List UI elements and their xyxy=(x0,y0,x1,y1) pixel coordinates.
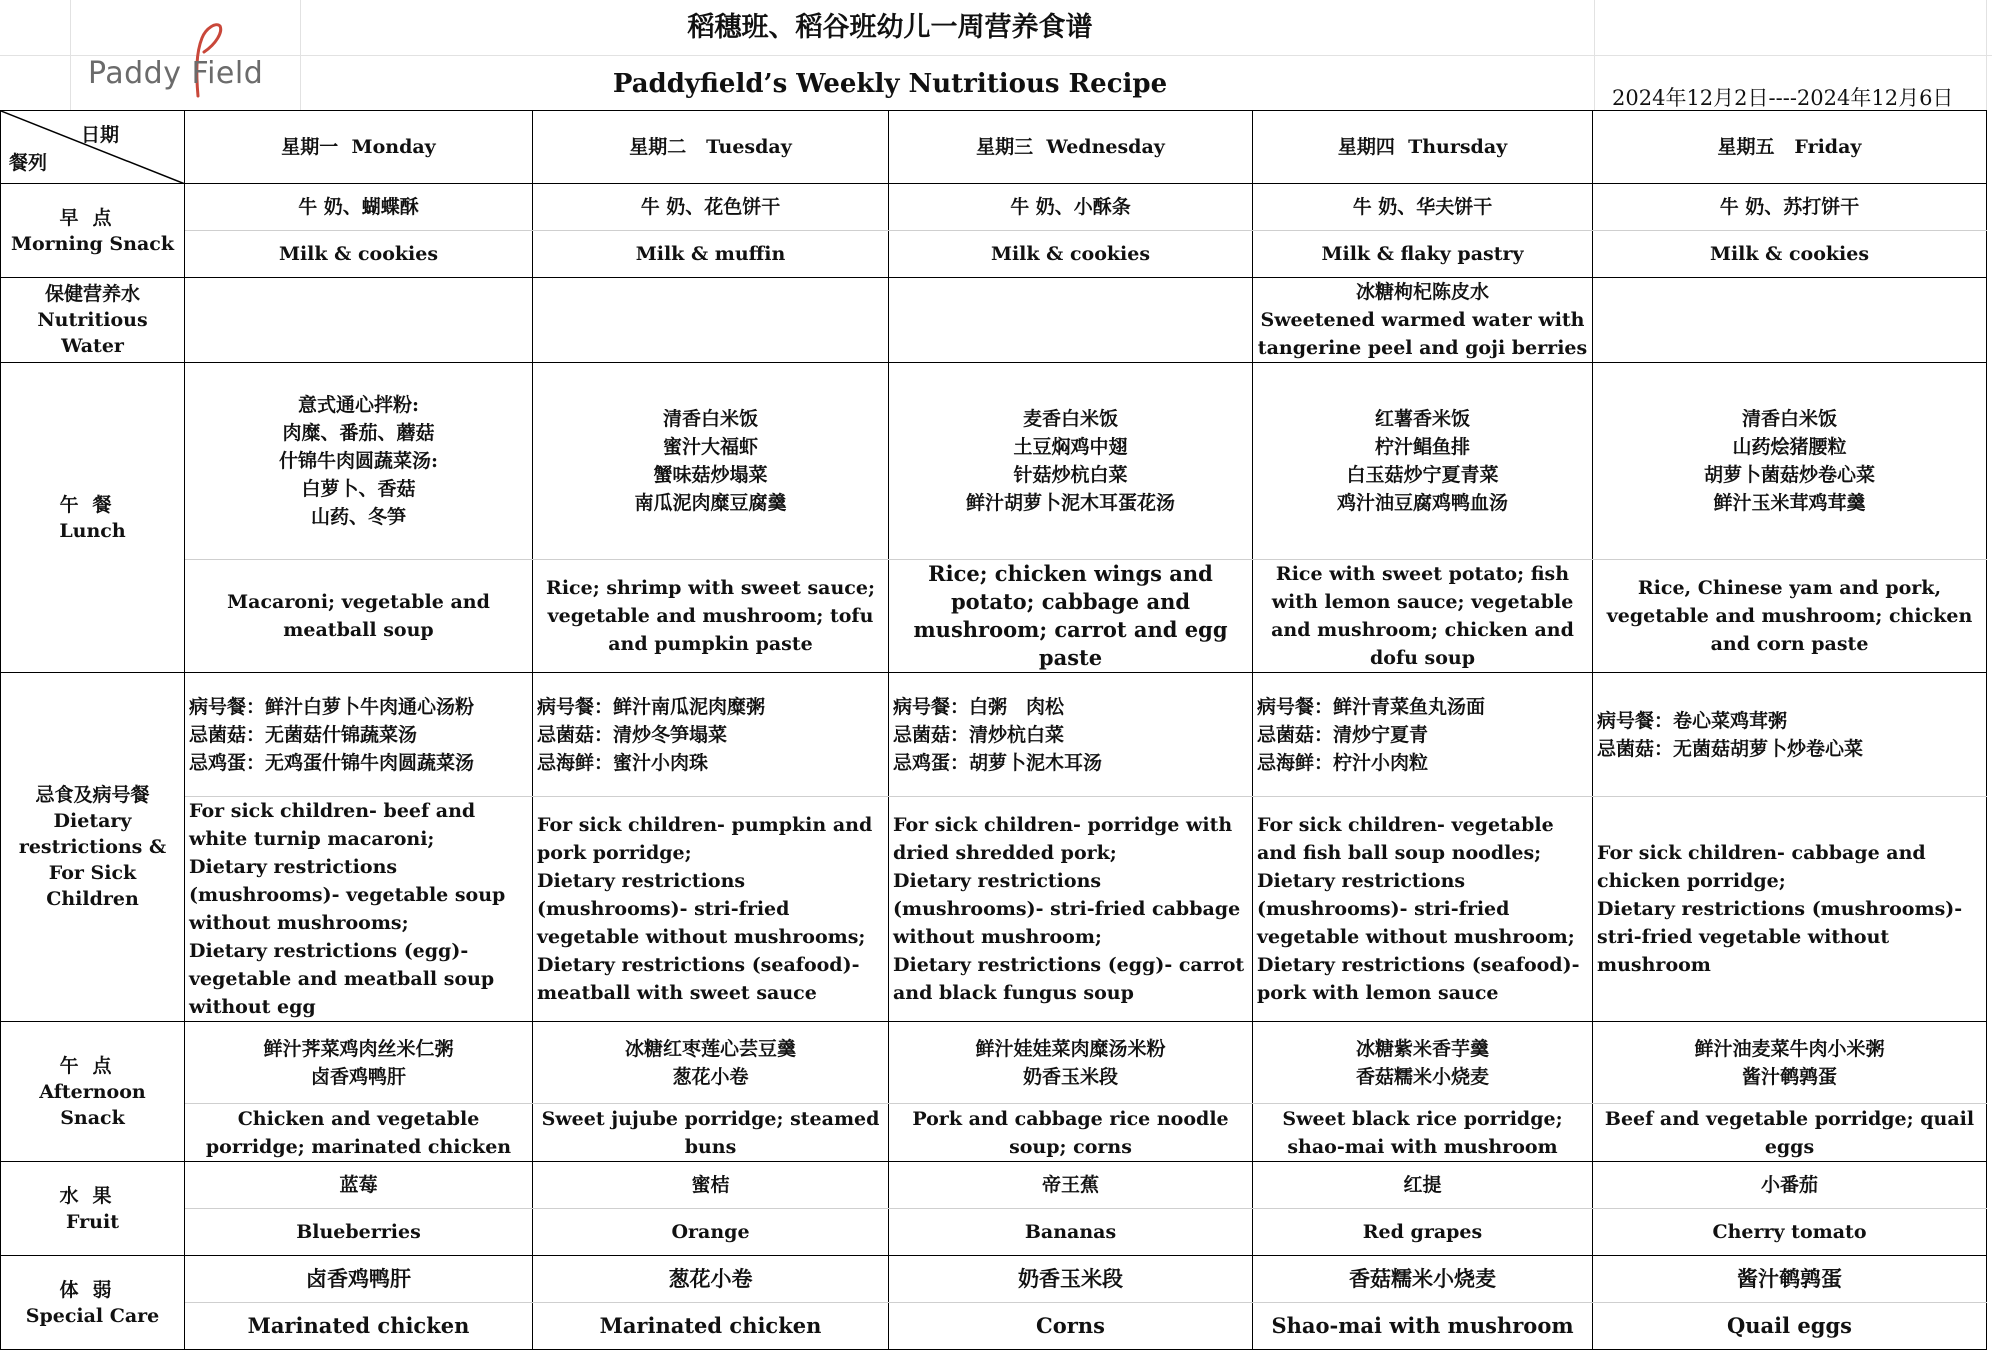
title-chinese: 稻穗班、稻谷班幼儿一周营养食谱 xyxy=(687,12,1093,43)
morning-snack-zh-monday: 牛 奶、蝴蝶酥 xyxy=(185,184,533,231)
dietary-zh-wednesday: 病号餐：白粥 肉松 忌菌菇：清炒杭白菜 忌鸡蛋：胡萝卜泥木耳汤 xyxy=(889,673,1253,797)
corner-cell xyxy=(1,111,185,184)
special-care-zh-friday: 酱汁鹌鹑蛋 xyxy=(1593,1256,1987,1303)
afternoon-snack-zh-friday: 鲜汁油麦菜牛肉小米粥 酱汁鹌鹑蛋 xyxy=(1593,1022,1987,1104)
afternoon-snack-zh-wednesday: 鲜汁娃娃菜肉糜汤米粉 奶香玉米段 xyxy=(889,1022,1253,1104)
special-care-en-thursday: Shao-mai with mushroom xyxy=(1253,1303,1593,1350)
afternoon-snack-zh-thursday: 冰糖紫米香芋羹 香菇糯米小烧麦 xyxy=(1253,1022,1593,1104)
meal-label-nutritious-water: 保健营养水 Nutritious Water xyxy=(1,278,185,363)
special-care-en-tuesday: Marinated chicken xyxy=(533,1303,889,1350)
afternoon-snack-row-zh xyxy=(1,1022,1987,1104)
nutritious-water-row xyxy=(1,278,1987,363)
nutritious-water-wednesday xyxy=(889,278,1253,363)
morning-snack-row-zh xyxy=(1,184,1987,231)
lunch-zh-tuesday: 清香白米饭 蜜汁大福虾 蟹味菇炒塌菜 南瓜泥肉糜豆腐羹 xyxy=(533,363,889,560)
nutritious-water-friday xyxy=(1593,278,1987,363)
morning-snack-zh-wednesday: 牛 奶、小酥条 xyxy=(889,184,1253,231)
special-care-zh-tuesday: 葱花小卷 xyxy=(533,1256,889,1303)
special-care-row-en xyxy=(1,1303,1987,1350)
special-care-row-zh xyxy=(1,1256,1987,1303)
fruit-row-zh xyxy=(1,1162,1987,1209)
dietary-en-tuesday: For sick children- pumpkin and pork porridge; Dietary restrictions (mushrooms)- stri-fried vegetable without mushrooms; Dietary restrictions (seafood)- meatball with sweet sauce xyxy=(533,797,889,1022)
afternoon-snack-zh-tuesday: 冰糖红枣莲心芸豆羹 葱花小卷 xyxy=(533,1022,889,1104)
special-care-en-monday: Marinated chicken xyxy=(185,1303,533,1350)
morning-snack-zh-tuesday: 牛 奶、花色饼干 xyxy=(533,184,889,231)
morning-snack-zh-friday: 牛 奶、苏打饼干 xyxy=(1593,184,1987,231)
fruit-zh-wednesday: 帝王蕉 xyxy=(889,1162,1253,1209)
day-header-tuesday: 星期二 Tuesday xyxy=(533,111,889,184)
dietary-row-en xyxy=(1,797,1987,1022)
dietary-en-thursday: For sick children- vegetable and fish ball soup noodles; Dietary restrictions (mushrooms)- stri-fried vegetable without mushroom; Dietary restrictions (seafood)- pork with lemon sauce xyxy=(1253,797,1593,1022)
afternoon-snack-en-thursday: Sweet black rice porridge; shao-mai with mushroom xyxy=(1253,1104,1593,1162)
fruit-en-thursday: Red grapes xyxy=(1253,1209,1593,1256)
fruit-en-tuesday: Orange xyxy=(533,1209,889,1256)
meal-label-dietary: 忌食及病号餐 Dietary restrictions & For Sick Children xyxy=(1,673,185,1022)
nutritious-water-thursday-en: Sweetened warmed water with tangerine peel and goji berries xyxy=(1257,309,1588,359)
fruit-zh-thursday: 红提 xyxy=(1253,1162,1593,1209)
special-care-en-wednesday: Corns xyxy=(889,1303,1253,1350)
day-header-row xyxy=(1,111,1987,184)
day-header-wednesday: 星期三 Wednesday xyxy=(889,111,1253,184)
logo-text: Paddy Field xyxy=(88,56,264,91)
meal-label-fruit: 水果 Fruit xyxy=(1,1162,185,1256)
day-header-monday: 星期一 Monday xyxy=(185,111,533,184)
date-range: 2024年12月2日----2024年12月6日 xyxy=(1612,86,1954,110)
afternoon-snack-zh-monday: 鲜汁荠菜鸡肉丝米仁粥 卤香鸡鸭肝 xyxy=(185,1022,533,1104)
fruit-row-en xyxy=(1,1209,1987,1256)
lunch-en-thursday: Rice with sweet potato; fish with lemon sauce; vegetable and mushroom; chicken and dofu soup xyxy=(1253,560,1593,673)
nutritious-water-monday xyxy=(185,278,533,363)
special-care-zh-wednesday: 奶香玉米段 xyxy=(889,1256,1253,1303)
dietary-row-zh xyxy=(1,673,1987,797)
lunch-en-monday: Macaroni; vegetable and meatball soup xyxy=(185,560,533,673)
dietary-en-monday: For sick children- beef and white turnip macaroni; Dietary restrictions (mushrooms)- vegetable soup without mushrooms; Dietary restrictions (egg)- vegetable and meatball soup without egg xyxy=(185,797,533,1022)
lunch-zh-monday: 意式通心拌粉: 肉糜、番茄、蘑菇 什锦牛肉圆蔬菜汤: 白萝卜、香菇 山药、冬笋 xyxy=(185,363,533,560)
afternoon-snack-en-wednesday: Pork and cabbage rice noodle soup; corns xyxy=(889,1104,1253,1162)
nutritious-water-thursday-zh: 冰糖枸杞陈皮水 xyxy=(1355,281,1489,303)
special-care-zh-thursday: 香菇糯米小烧麦 xyxy=(1253,1256,1593,1303)
nutritious-water-thursday xyxy=(1253,278,1593,363)
lunch-zh-wednesday: 麦香白米饭 土豆焖鸡中翅 针菇炒杭白菜 鲜汁胡萝卜泥木耳蛋花汤 xyxy=(889,363,1253,560)
dietary-zh-tuesday: 病号餐：鲜汁南瓜泥肉糜粥 忌菌菇：清炒冬笋塌菜 忌海鲜：蜜汁小肉珠 xyxy=(533,673,889,797)
morning-snack-zh-thursday: 牛 奶、华夫饼干 xyxy=(1253,184,1593,231)
meal-label-afternoon-snack: 午点 Afternoon Snack xyxy=(1,1022,185,1162)
special-care-en-friday: Quail eggs xyxy=(1593,1303,1987,1350)
special-care-zh-monday: 卤香鸡鸭肝 xyxy=(185,1256,533,1303)
dietary-zh-thursday: 病号餐：鲜汁青菜鱼丸汤面 忌菌菇：清炒宁夏青 忌海鲜：柠汁小肉粒 xyxy=(1253,673,1593,797)
lunch-zh-friday: 清香白米饭 山药烩猪腰粒 胡萝卜菌菇炒卷心菜 鲜汁玉米茸鸡茸羹 xyxy=(1593,363,1987,560)
dietary-en-wednesday: For sick children- porridge with dried shredded pork; Dietary restrictions (mushrooms)- stri-fried cabbage without mushroom; Dietary restrictions (egg)- carrot and black fungus soup xyxy=(889,797,1253,1022)
fruit-en-wednesday: Bananas xyxy=(889,1209,1253,1256)
afternoon-snack-en-friday: Beef and vegetable porridge; quail eggs xyxy=(1593,1104,1987,1162)
dietary-en-friday: For sick children- cabbage and chicken porridge; Dietary restrictions (mushrooms)- stri-fried vegetable without mushroom xyxy=(1593,797,1987,1022)
afternoon-snack-row-en xyxy=(1,1104,1987,1162)
meal-label-special-care: 体弱 Special Care xyxy=(1,1256,185,1350)
lunch-en-friday: Rice, Chinese yam and pork, vegetable and mushroom; chicken and corn paste xyxy=(1593,560,1987,673)
afternoon-snack-en-monday: Chicken and vegetable porridge; marinated chicken xyxy=(185,1104,533,1162)
corner-date-label: 日期 xyxy=(81,124,120,146)
morning-snack-en-tuesday: Milk & muffin xyxy=(533,231,889,278)
fruit-en-monday: Blueberries xyxy=(185,1209,533,1256)
lunch-en-tuesday: Rice; shrimp with sweet sauce; vegetable and mushroom; tofu and pumpkin paste xyxy=(533,560,889,673)
lunch-en-wednesday: Rice; chicken wings and potato; cabbage and mushroom; carrot and egg paste xyxy=(889,560,1253,673)
morning-snack-en-monday: Milk & cookies xyxy=(185,231,533,278)
meal-label-lunch: 午餐 Lunch xyxy=(1,363,185,673)
title-english: Paddyfield’s Weekly Nutritious Recipe xyxy=(612,69,1168,99)
corner-meal-label: 餐列 xyxy=(9,152,48,174)
lunch-row-zh xyxy=(1,363,1987,560)
fruit-zh-monday: 蓝莓 xyxy=(185,1162,533,1209)
fruit-zh-tuesday: 蜜桔 xyxy=(533,1162,889,1209)
fruit-zh-friday: 小番茄 xyxy=(1593,1162,1987,1209)
morning-snack-row-en xyxy=(1,231,1987,278)
afternoon-snack-en-tuesday: Sweet jujube porridge; steamed buns xyxy=(533,1104,889,1162)
dietary-zh-monday: 病号餐：鲜汁白萝卜牛肉通心汤粉 忌菌菇：无菌菇什锦蔬菜汤 忌鸡蛋：无鸡蛋什锦牛肉圆蔬菜汤 xyxy=(185,673,533,797)
morning-snack-en-friday: Milk & cookies xyxy=(1593,231,1987,278)
meal-label-morning-snack: 早点 Morning Snack xyxy=(1,184,185,278)
nutritious-water-tuesday xyxy=(533,278,889,363)
lunch-row-en xyxy=(1,560,1987,673)
day-header-thursday: 星期四 Thursday xyxy=(1253,111,1593,184)
morning-snack-en-thursday: Milk & flaky pastry xyxy=(1253,231,1593,278)
weekly-menu-table xyxy=(0,110,1987,1350)
lunch-zh-thursday: 红薯香米饭 柠汁鲳鱼排 白玉菇炒宁夏青菜 鸡汁油豆腐鸡鸭血汤 xyxy=(1253,363,1593,560)
dietary-zh-friday: 病号餐：卷心菜鸡茸粥 忌菌菇：无菌菇胡萝卜炒卷心菜 xyxy=(1593,673,1987,797)
paddy-field-logo xyxy=(88,12,288,102)
fruit-en-friday: Cherry tomato xyxy=(1593,1209,1987,1256)
day-header-friday: 星期五 Friday xyxy=(1593,111,1987,184)
morning-snack-en-wednesday: Milk & cookies xyxy=(889,231,1253,278)
